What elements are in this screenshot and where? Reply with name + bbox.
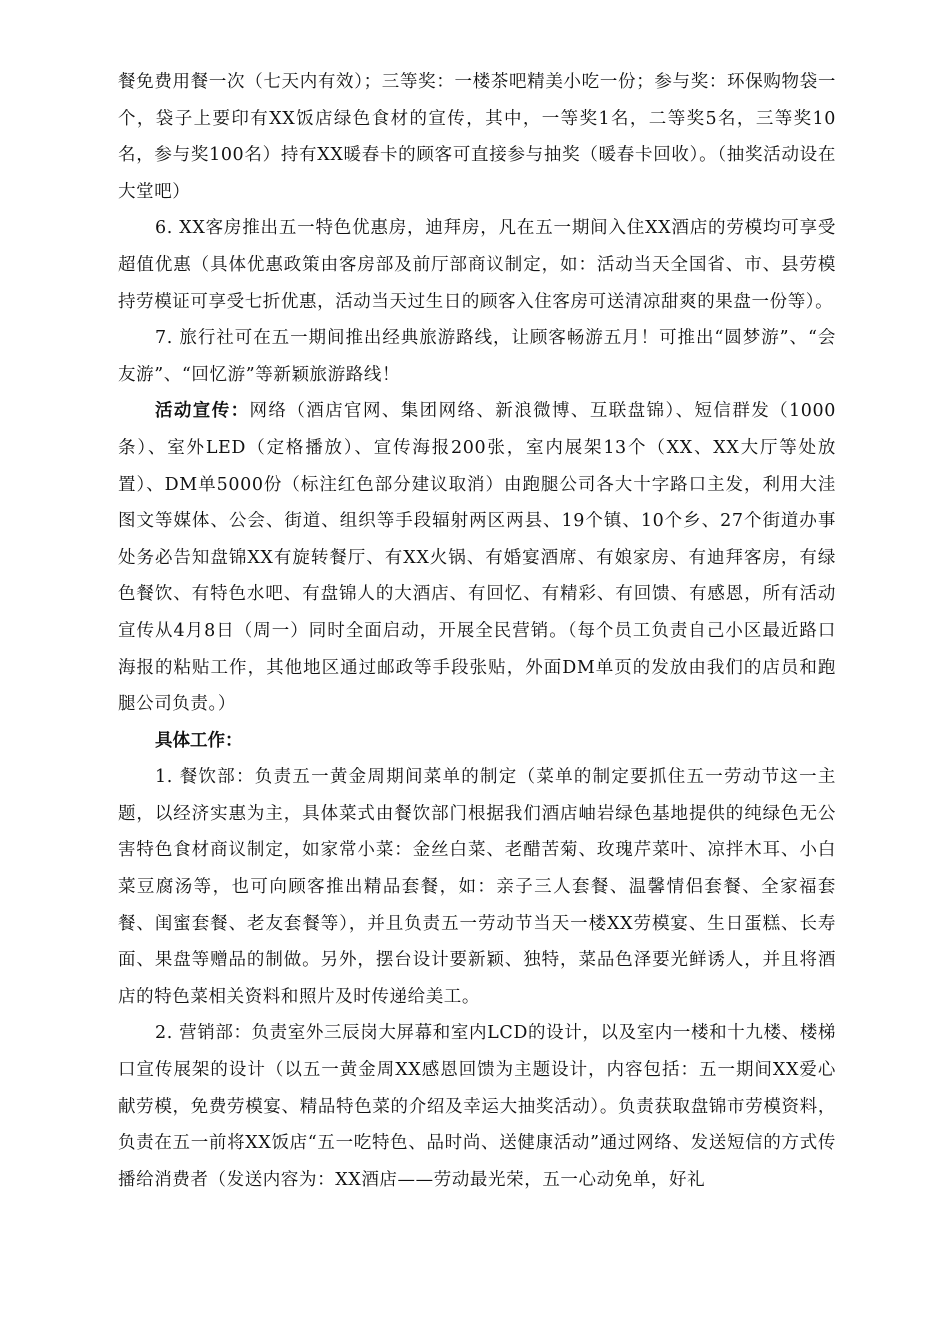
promotion-label: 活动宣传： bbox=[155, 401, 250, 422]
paragraph-prize-details: 餐免费用餐一次（七天内有效）；三等奖：一楼茶吧精美小吃一份；参与奖：环保购物袋一个，袋子上要印有XX饭店绿色食材的宣传，其中，一等奖1名，二等奖5名，三等奖10名，参与奖100名）持有XX暖春卡的顾客可直接参与抽奖（暖春卡回收）。（抽奖活动设在大堂吧） bbox=[118, 72, 836, 202]
heading-specific-work: 具体工作： bbox=[155, 730, 243, 751]
document-page bbox=[118, 64, 836, 1198]
paragraph-item-7-travel: 7. 旅行社可在五一期间推出经典旅游路线，让顾客畅游五月！可推出“圆梦游”、“会友游”、“回忆游”等新颖旅游路线！ bbox=[118, 328, 836, 385]
paragraph-promotion bbox=[118, 393, 836, 722]
promotion-text: 网络（酒店官网、集团网络、新浪微博、互联盘锦）、短信群发（1000条）、室外LED（定格播放）、宣传海报200张，室内展架13个（XX、XX大厅等处放置）、DM单5000份（标注红色部分建议取消）由跑腿公司各大十字路口主发，利用大洼图文等媒体、公会、街道、组织等手段辐射两区两县、19个镇、10个乡、27个街道办事处务必告知盘锦XX有旋转餐厅、有XX火锅、有婚宴酒席、有娘家房、有迪拜客房，有绿色餐饮、有特色水吧、有盘锦人的大酒店、有回忆、有精彩、有回馈、有感恩，所有活动宣传从4月8日（周一）同时全面启动，开展全民营销。（每个员工负责自己小区最近路口海报的粘贴工作，其他地区通过邮政等手段张贴，外面DM单页的发放由我们的店员和跑腿公司负责。） bbox=[118, 401, 836, 715]
paragraph-work-1-catering: 1. 餐饮部：负责五一黄金周期间菜单的制定（菜单的制定要抓住五一劳动节这一主题，以经济实惠为主，具体菜式由餐饮部门根据我们酒店岫岩绿色基地提供的纯绿色无公害特色食材商议制定，如家常小菜：金丝白菜、老醋苦菊、玫瑰芹菜叶、凉拌木耳、小白菜豆腐汤等，也可向顾客推出精品套餐，如：亲子三人套餐、温馨情侣套餐、全家福套餐、闺蜜套餐、老友套餐等），并且负责五一劳动节当天一楼XX劳模宴、生日蛋糕、长寿面、果盘等赠品的制做。另外，摆台设计要新颖、独特，菜品色泽要光鲜诱人，并且将酒店的特色菜相关资料和照片及时传递给美工。 bbox=[118, 767, 836, 1007]
paragraph-work-2-marketing: 2. 营销部：负责室外三辰岗大屏幕和室内LCD的设计，以及室内一楼和十九楼、楼梯口宣传展架的设计（以五一黄金周XX感恩回馈为主题设计，内容包括：五一期间XX爱心献劳模，免费劳模宴、精品特色菜的介绍及幸运大抽奖活动）。负责获取盘锦市劳模资料，负责在五一前将XX饭店“五一吃特色、品时尚、送健康活动”通过网络、发送短信的方式传播给消费者（发送内容为：XX酒店——劳动最光荣，五一心动免单，好礼 bbox=[118, 1023, 836, 1190]
paragraph-item-6-rooms: 6. XX客房推出五一特色优惠房，迪拜房，凡在五一期间入住XX酒店的劳模均可享受超值优惠（具体优惠政策由客房部及前厅部商议制定，如：活动当天全国省、市、县劳模持劳模证可享受七折优惠，活动当天过生日的顾客入住客房可送清凉甜爽的果盘一份等）。 bbox=[118, 218, 836, 312]
